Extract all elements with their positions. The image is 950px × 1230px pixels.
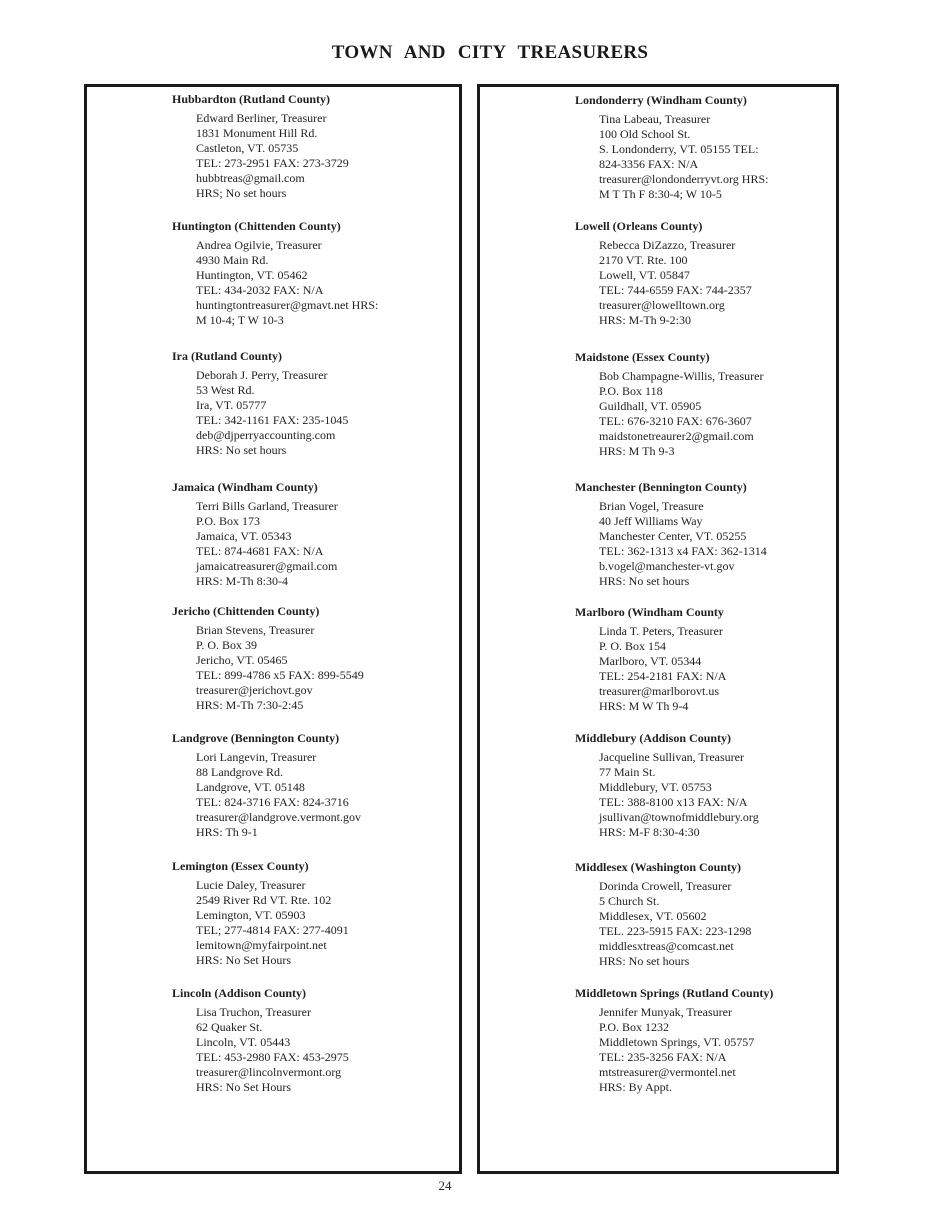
detail-line: P.O. Box 173 <box>196 514 261 528</box>
detail-line: 5 Church St. <box>599 894 660 908</box>
detail-line: M 10-4; T W 10-3 <box>196 313 284 327</box>
treasurer-entry <box>575 605 726 714</box>
detail-line: Jericho, VT. 05465 <box>196 653 288 667</box>
detail-line: deb@djperryaccounting.com <box>196 428 336 442</box>
detail-line: mtstreasurer@vermontel.net <box>599 1065 736 1079</box>
detail-line: HRS: No set hours <box>196 443 287 457</box>
treasurer-entry <box>172 731 361 840</box>
detail-line: maidstonetreaurer2@gmail.com <box>599 429 754 443</box>
treasurer-details <box>599 624 726 714</box>
detail-line: 2549 River Rd VT. Rte. 102 <box>196 893 332 907</box>
detail-line: TEL: 273-2951 FAX: 273-3729 <box>196 156 349 170</box>
detail-line: Ira, VT. 05777 <box>196 398 267 412</box>
detail-line: Jacqueline Sullivan, Treasurer <box>599 750 744 764</box>
detail-line: 53 West Rd. <box>196 383 255 397</box>
treasurer-entry <box>575 731 759 840</box>
town-heading: Middlebury (Addison County) <box>575 731 732 745</box>
treasurer-entry <box>172 859 349 968</box>
detail-line: TEL: 235-3256 FAX: N/A <box>599 1050 727 1064</box>
detail-line: Brian Vogel, Treasure <box>599 499 704 513</box>
detail-line: 88 Landgrove Rd. <box>196 765 283 779</box>
detail-line: TEL: 676-3210 FAX: 676-3607 <box>599 414 752 428</box>
detail-line: 40 Jeff Williams Way <box>599 514 703 528</box>
detail-line: TEL: 744-6559 FAX: 744-2357 <box>599 283 752 297</box>
detail-line: Lisa Truchon, Treasurer <box>196 1005 312 1019</box>
detail-line: TEL. 223-5915 FAX: 223-1298 <box>599 924 752 938</box>
detail-line: P.O. Box 1232 <box>599 1020 670 1034</box>
detail-line: 100 Old School St. <box>599 127 691 141</box>
detail-line: Castleton, VT. 05735 <box>196 141 299 155</box>
detail-line: Bob Champagne-Willis, Treasurer <box>599 369 764 383</box>
detail-line: TEL: 899-4786 x5 FAX: 899-5549 <box>196 668 364 682</box>
town-heading: Ira (Rutland County) <box>172 349 283 363</box>
town-heading: Jamaica (Windham County) <box>172 480 318 494</box>
detail-line: HRS: M W Th 9-4 <box>599 699 689 713</box>
detail-line: HRS; No set hours <box>196 186 287 200</box>
town-heading: Landgrove (Bennington County) <box>172 731 340 745</box>
page-number: 24 <box>438 1178 452 1193</box>
treasurer-details <box>196 878 349 968</box>
detail-line: TEL: 388-8100 x13 FAX: N/A <box>599 795 748 809</box>
detail-line: TEL: 874-4681 FAX: N/A <box>196 544 324 558</box>
treasurer-entry <box>172 349 348 458</box>
treasurer-details <box>599 879 751 969</box>
detail-line: Lemington, VT. 05903 <box>196 908 306 922</box>
treasurer-entry <box>575 480 767 589</box>
treasurer-entry <box>575 350 764 459</box>
town-heading: Maidstone (Essex County) <box>575 350 710 364</box>
detail-line: TEL: 453-2980 FAX: 453-2975 <box>196 1050 349 1064</box>
detail-line: 2170 VT. Rte. 100 <box>599 253 688 267</box>
treasurer-details <box>196 111 349 201</box>
treasurer-entry <box>172 480 338 589</box>
detail-line: TEL: 342-1161 FAX: 235-1045 <box>196 413 349 427</box>
detail-line: huntingtontreasurer@gmavt.net HRS: <box>196 298 379 312</box>
treasurer-details <box>196 238 378 328</box>
detail-line: HRS: M-Th 9-2:30 <box>599 313 692 327</box>
detail-line: 77 Main St. <box>599 765 656 779</box>
detail-line: treasurer@londonderryvt.org HRS: <box>599 172 769 186</box>
page-title: TOWN AND CITY TREASURERS <box>331 42 649 63</box>
detail-line: hubbtreas@gmail.com <box>196 171 305 185</box>
detail-line: Dorinda Crowell, Treasurer <box>599 879 732 893</box>
detail-line: Huntington, VT. 05462 <box>196 268 308 282</box>
treasurer-details <box>599 238 752 328</box>
detail-line: P.O. Box 118 <box>599 384 663 398</box>
treasurer-entry <box>172 92 349 201</box>
treasurer-details <box>599 369 764 459</box>
detail-line: treasurer@jerichovt.gov <box>196 683 313 697</box>
town-heading: Middlesex (Washington County) <box>575 860 742 874</box>
town-heading: Middletown Springs (Rutland County) <box>575 986 774 1000</box>
treasurer-details <box>196 750 361 840</box>
detail-line: HRS: M-Th 7:30-2:45 <box>196 698 304 712</box>
detail-line: treasurer@landgrove.vermont.gov <box>196 810 361 824</box>
detail-line: Tina Labeau, Treasurer <box>599 112 711 126</box>
town-heading: Lincoln (Addison County) <box>172 986 307 1000</box>
town-heading: Huntington (Chittenden County) <box>172 219 341 233</box>
detail-line: Manchester Center, VT. 05255 <box>599 529 747 543</box>
detail-line: Guildhall, VT. 05905 <box>599 399 702 413</box>
town-heading: Lowell (Orleans County) <box>575 219 703 233</box>
detail-line: Deborah J. Perry, Treasurer <box>196 368 328 382</box>
detail-line: HRS: M-Th 8:30-4 <box>196 574 289 588</box>
detail-line: HRS: By Appt. <box>599 1080 673 1094</box>
treasurer-details <box>599 112 768 202</box>
treasurer-details <box>599 750 759 840</box>
detail-line: M T Th F 8:30-4; W 10-5 <box>599 187 722 201</box>
detail-line: treasurer@lincolnvermont.org <box>196 1065 342 1079</box>
detail-line: Edward Berliner, Treasurer <box>196 111 327 125</box>
detail-line: middlesxtreas@comcast.net <box>599 939 734 953</box>
detail-line: HRS: No set hours <box>599 954 690 968</box>
detail-line: TEL; 277-4814 FAX: 277-4091 <box>196 923 349 937</box>
detail-line: Terri Bills Garland, Treasurer <box>196 499 338 513</box>
treasurer-entry <box>575 219 752 328</box>
detail-line: Lincoln, VT. 05443 <box>196 1035 291 1049</box>
detail-line: Middletown Springs, VT. 05757 <box>599 1035 755 1049</box>
treasurer-details <box>196 1005 349 1095</box>
treasurer-details <box>599 499 767 589</box>
town-heading: Lemington (Essex County) <box>172 859 309 873</box>
detail-line: P. O. Box 154 <box>599 639 667 653</box>
treasurer-entry <box>172 219 378 328</box>
detail-line: TEL: 362-1313 x4 FAX: 362-1314 <box>599 544 767 558</box>
detail-line: HRS: M Th 9-3 <box>599 444 675 458</box>
town-heading: Manchester (Bennington County) <box>575 480 747 494</box>
treasurer-details <box>599 1005 773 1095</box>
detail-line: P. O. Box 39 <box>196 638 258 652</box>
detail-line: HRS: M-F 8:30-4:30 <box>599 825 700 839</box>
detail-line: Rebecca DiZazzo, Treasurer <box>599 238 736 252</box>
detail-line: treasurer@lowelltown.org <box>599 298 725 312</box>
treasurer-entry <box>172 604 364 713</box>
detail-line: b.vogel@manchester-vt.gov <box>599 559 735 573</box>
town-heading: Londonderry (Windham County) <box>575 93 747 107</box>
treasurer-details <box>196 623 364 713</box>
detail-line: Brian Stevens, Treasurer <box>196 623 315 637</box>
detail-line: Middlebury, VT. 05753 <box>599 780 712 794</box>
treasurer-entry <box>172 986 349 1095</box>
detail-line: 62 Quaker St. <box>196 1020 263 1034</box>
town-heading: Hubbardton (Rutland County) <box>172 92 331 106</box>
detail-line: TEL: 434-2032 FAX: N/A <box>196 283 324 297</box>
detail-line: jsullivan@townofmiddlebury.org <box>599 810 759 824</box>
detail-line: jamaicatreasurer@gmail.com <box>196 559 338 573</box>
detail-line: HRS: Th 9-1 <box>196 825 258 839</box>
treasurer-entry <box>575 986 773 1095</box>
detail-line: Marlboro, VT. 05344 <box>599 654 702 668</box>
detail-line: HRS: No Set Hours <box>196 953 292 967</box>
treasurer-entry <box>575 93 768 202</box>
detail-line: Linda T. Peters, Treasurer <box>599 624 723 638</box>
detail-line: Middlesex, VT. 05602 <box>599 909 707 923</box>
detail-line: S. Londonderry, VT. 05155 TEL: <box>599 142 759 156</box>
detail-line: Lucie Daley, Treasurer <box>196 878 306 892</box>
detail-line: HRS: No set hours <box>599 574 690 588</box>
detail-line: 1831 Monument Hill Rd. <box>196 126 318 140</box>
treasurer-details <box>196 368 348 458</box>
detail-line: Jamaica, VT. 05343 <box>196 529 292 543</box>
town-heading: Marlboro (Windham County <box>575 605 724 619</box>
detail-line: HRS: No Set Hours <box>196 1080 292 1094</box>
detail-line: treasurer@marlborovt.us <box>599 684 720 698</box>
detail-line: 824-3356 FAX: N/A <box>599 157 699 171</box>
detail-line: Lori Langevin, Treasurer <box>196 750 317 764</box>
detail-line: TEL: 254-2181 FAX: N/A <box>599 669 727 683</box>
detail-line: 4930 Main Rd. <box>196 253 269 267</box>
detail-line: TEL: 824-3716 FAX: 824-3716 <box>196 795 349 809</box>
detail-line: lemitown@myfairpoint.net <box>196 938 327 952</box>
detail-line: Lowell, VT. 05847 <box>599 268 690 282</box>
treasurer-entry <box>575 860 751 969</box>
detail-line: Jennifer Munyak, Treasurer <box>599 1005 732 1019</box>
detail-line: Andrea Ogilvie, Treasurer <box>196 238 322 252</box>
detail-line: Landgrove, VT. 05148 <box>196 780 305 794</box>
town-heading: Jericho (Chittenden County) <box>172 604 320 618</box>
treasurer-details <box>196 499 338 589</box>
